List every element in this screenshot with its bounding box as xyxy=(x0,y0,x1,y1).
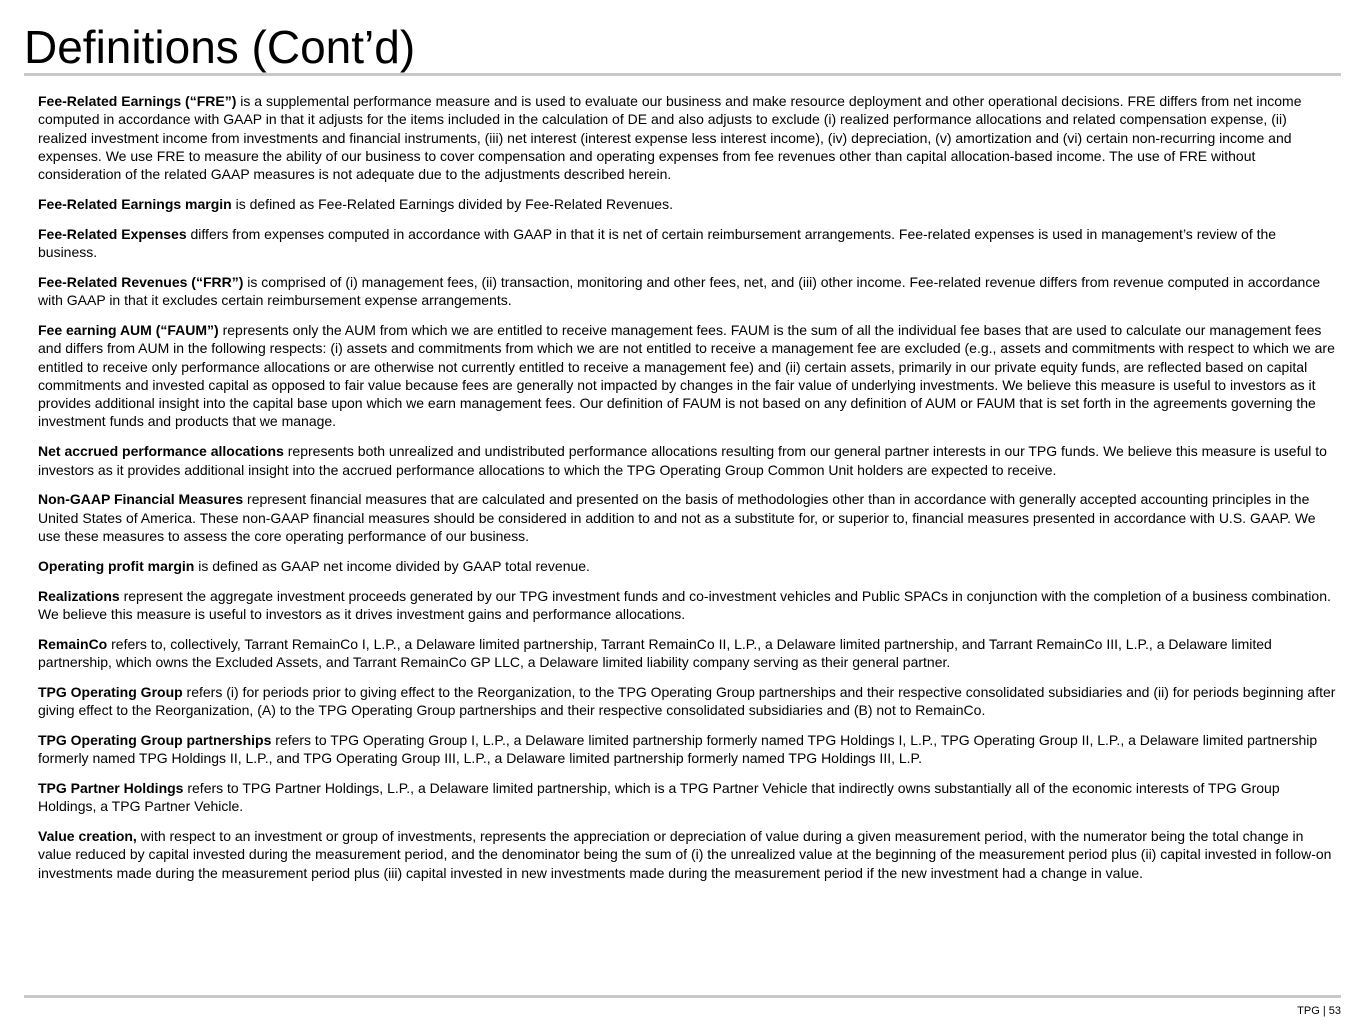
definition-tpg-partner-holdings xyxy=(38,779,1338,816)
definition-term: TPG Operating Group xyxy=(38,683,183,700)
definition-text: refers to, collectively, Tarrant RemainCo I, L.P., a Delaware limited partnership, Tarrant RemainCo II, L.P., a Delaware limited partnership, and Tarrant RemainCo III, L.P., a Delaware limited partnership, which owns the Excluded Assets, and Tarrant RemainCo GP LLC, a Delaware limited liability company serving as their general partner. xyxy=(38,635,1272,670)
definition-tpg-operating-group-partnerships xyxy=(38,731,1338,768)
definition-term: Net accrued performance allocations xyxy=(38,443,284,460)
definition-realizations xyxy=(38,587,1338,624)
definition-text: is defined as Fee-Related Earnings divided by Fee-Related Revenues. xyxy=(231,195,673,212)
definition-non-gaap xyxy=(38,490,1338,545)
definition-fre-margin xyxy=(38,195,1338,213)
definition-faum xyxy=(38,321,1338,431)
definition-term: RemainCo xyxy=(38,635,108,652)
definition-fee-related-expenses xyxy=(38,225,1338,262)
definition-term: Fee-Related Earnings (“FRE”) xyxy=(38,93,237,109)
definition-text: represents only the AUM from which we are entitled to receive management fees. FAUM is the sum of all the individual fee bases that are used to calculate our management fees and differs from AUM in the following respects: (i) assets and commitments from which we are not entitled to receive a management fee are excluded (e.g., assets and commitments with respect to which we are entitled to receive only performance allocations or are otherwise not currently entitled to receive a management fee) and (ii) certain assets, primarily in our private equity funds, are reflected based on capital commitments and invested capital as opposed to fair value because fees are generally not impacted by changes in the fair value of underlying investments. We believe this measure is useful to investors as it provides additional insight into the capital base upon which we earn management fees. Our definition of FAUM is not based on any definition of AUM or FAUM that is set forth in the agreements governing the investment funds and products that we manage. xyxy=(38,321,1335,430)
definition-text: represent financial measures that are calculated and presented on the basis of methodologies other than in accordance with generally accepted accounting principles in the United States of America. These non-GAAP financial measures should be considered in addition to and not as a substitute for, or superior to, financial measures presented in accordance with U.S. GAAP. We use these measures to assess the core operating performance of our business. xyxy=(38,491,1316,544)
page-title: Definitions (Cont’d) xyxy=(24,21,416,73)
definition-term: TPG Operating Group partnerships xyxy=(38,731,272,748)
definition-term: Value creation, xyxy=(38,828,137,844)
definition-term: Fee-Related Earnings margin xyxy=(38,195,232,212)
footer-divider xyxy=(24,995,1341,998)
definition-text: is comprised of (i) management fees, (ii) transaction, monitoring and other fees, net, and (iii) other income. Fee-related revenue differs from revenue computed in accordance with GAAP in that it excludes certain reimbursement expense arrangements. xyxy=(38,273,1321,309)
page-number: TPG | 53 xyxy=(1297,1005,1341,1017)
definition-text: refers (i) for periods prior to giving effect to the Reorganization, to the TPG Operating Group partnerships and their respective consolidated subsidiaries and (ii) for periods beginning after giving effect to the Reorganization, (A) to the TPG Operating Group partnerships and their respective consolidated subsidiaries and (B) not to RemainCo. xyxy=(38,683,1336,719)
definition-tpg-operating-group xyxy=(38,683,1338,720)
definition-term: TPG Partner Holdings xyxy=(38,779,184,796)
definition-text: represents both unrealized and undistributed performance allocations resulting from our general partner interests in our TPG funds. We believe this measure is useful to investors as it provides additional insight into the accrued performance allocations to which the TPG Operating Group Common Unit holders are expected to receive. xyxy=(38,443,1327,478)
definition-text: refers to TPG Partner Holdings, L.P., a Delaware limited partnership, which is a TPG Partner Vehicle that indirectly owns substantially all of the economic interests of TPG Group Holdings, a TPG Partner Vehicle. xyxy=(38,779,1280,815)
definition-frr xyxy=(38,273,1338,310)
definitions-list xyxy=(38,92,1338,893)
definition-text: represent the aggregate investment proceeds generated by our TPG investment funds and co-investment vehicles and Public SPACs in conjunction with the completion of a business combination. We believe this measure is useful to investors as it drives investment gains and performance allocations. xyxy=(38,587,1331,622)
definition-term: Operating profit margin xyxy=(38,557,195,574)
definition-term: Fee-Related Expenses xyxy=(38,225,187,242)
definition-net-accrued xyxy=(38,442,1338,479)
definition-text: differs from expenses computed in accordance with GAAP in that it is net of certain reimbursement arrangements. Fee-related expenses is used in management’s review of the business. xyxy=(38,225,1277,261)
definition-text: refers to TPG Operating Group I, L.P., a Delaware limited partnership formerly named TPG Holdings I, L.P., TPG Operating Group II, L.P., a Delaware limited partnership formerly named TPG Holdings II, L.P., and TPG Operating Group III, L.P., a Delaware limited partnership formerly named TPG Holdings III, L.P. xyxy=(38,731,1318,767)
title-divider xyxy=(24,73,1341,76)
definition-term: Fee earning AUM (“FAUM”) xyxy=(38,321,219,338)
definition-text: is defined as GAAP net income divided by GAAP total revenue. xyxy=(194,557,590,574)
definition-value-creation xyxy=(38,827,1338,882)
definition-term: Fee-Related Revenues (“FRR”) xyxy=(38,273,244,290)
definition-remainco xyxy=(38,635,1338,672)
definition-term: Non-GAAP Financial Measures xyxy=(38,491,244,508)
definition-term: Realizations xyxy=(38,587,120,604)
definition-fre xyxy=(38,92,1338,183)
definition-operating-profit-margin xyxy=(38,557,1338,575)
definition-text: is a supplemental performance measure and is used to evaluate our business and make resource deployment and other operational decisions. FRE differs from net income computed in accordance with GAAP in that it adjusts for the items included in the calculation of DE and also adjusts to exclude (i) realized performance allocations and related compensation expense, (ii) realized investment income from investments and financial instruments, (iii) net interest (interest expense less interest income), (iv) depreciation, (v) amortization and (vi) certain non-recurring income and expenses. We use FRE to measure the ability of our business to cover compensation and operating expenses from fee revenues other than capital allocation-based income. The use of FRE without consideration of the related GAAP measures is not adequate due to the adjustments described herein. xyxy=(38,93,1302,183)
definition-text: with respect to an investment or group of investments, represents the appreciation or depreciation of value during a given measurement period, with the numerator being the total change in value reduced by capital invested during the measurement period, and the denominator being the sum of (i) the unrealized value at the beginning of the measurement period plus (ii) capital invested in follow-on investments made during the measurement period plus (iii) capital invested in new investments made during the measurement period if the new investment had a change in value. xyxy=(38,828,1332,881)
